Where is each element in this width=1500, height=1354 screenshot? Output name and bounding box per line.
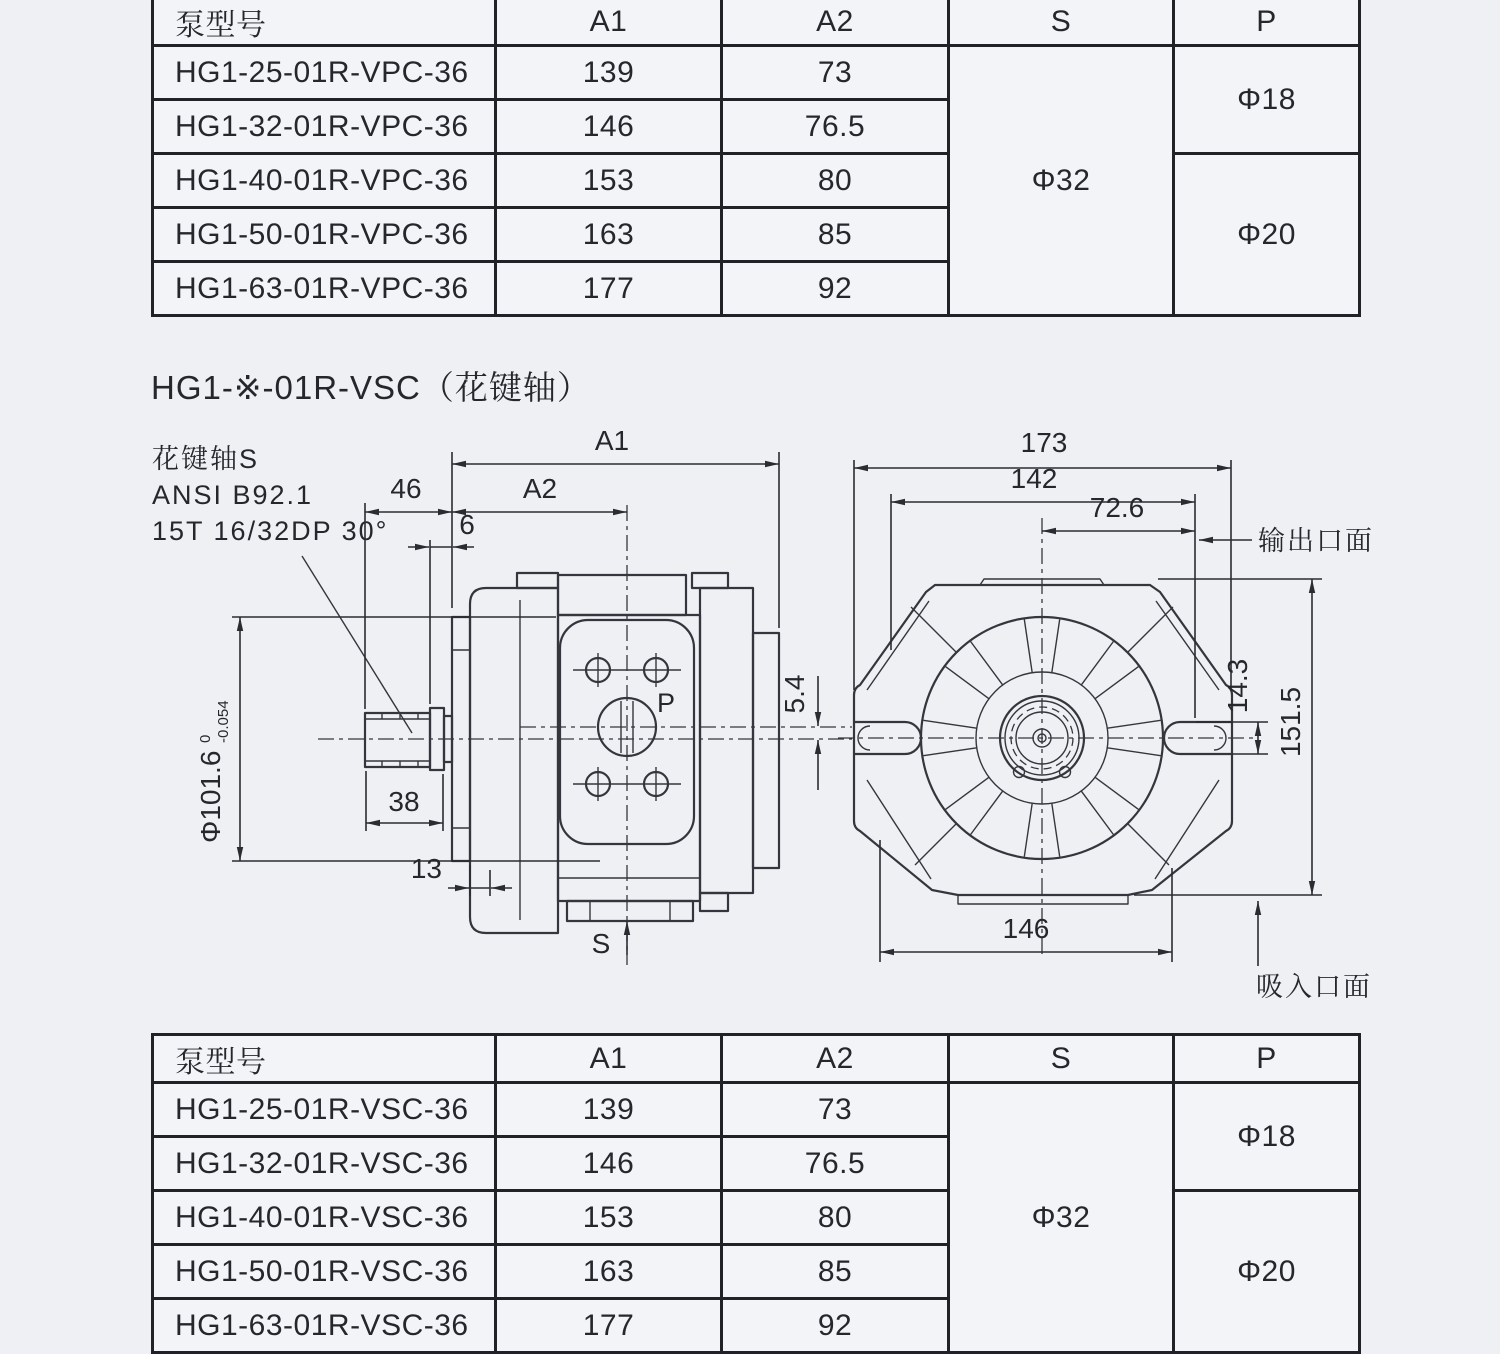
dim-142: 142 bbox=[1010, 463, 1058, 494]
dim-6: 6 bbox=[459, 509, 475, 540]
a1-cell: 146 bbox=[496, 1137, 722, 1191]
dim-13: 13 bbox=[410, 853, 442, 884]
p-cell: Φ20 bbox=[1174, 154, 1360, 316]
p-cell: Φ18 bbox=[1174, 46, 1360, 154]
a2-cell: 92 bbox=[722, 1299, 949, 1353]
column-header: A1 bbox=[496, 0, 722, 46]
vpc-dimension-table bbox=[151, 0, 1361, 317]
a2-cell: 73 bbox=[722, 1083, 949, 1137]
dim-14-3 bbox=[1222, 659, 1253, 714]
p-cell: Φ20 bbox=[1174, 1191, 1360, 1353]
svg-text:151.5: 151.5 bbox=[1275, 686, 1306, 758]
column-header: S bbox=[949, 1035, 1174, 1083]
column-header: S bbox=[949, 0, 1174, 46]
spline-note-line2: ANSI B92.1 bbox=[152, 480, 314, 510]
a1-cell: 139 bbox=[496, 46, 722, 100]
spline-note-line1: 花键轴S bbox=[152, 444, 260, 474]
column-header: P bbox=[1174, 0, 1360, 46]
vsc-dimension-table bbox=[151, 1033, 1361, 1354]
front-view bbox=[838, 427, 1374, 1002]
svg-text:Φ101.6: Φ101.6 bbox=[195, 750, 226, 843]
s-cell: Φ32 bbox=[949, 46, 1174, 316]
dim-146: 146 bbox=[1002, 913, 1050, 944]
p-port-label: P bbox=[657, 688, 678, 718]
model-cell: HG1-40-01R-VPC-36 bbox=[153, 154, 496, 208]
column-header: A2 bbox=[722, 0, 949, 46]
a1-cell: 153 bbox=[496, 154, 722, 208]
dim-46: 46 bbox=[390, 473, 422, 504]
a1-cell: 163 bbox=[496, 208, 722, 262]
s-cell: Φ32 bbox=[949, 1083, 1174, 1353]
a2-cell: 80 bbox=[722, 154, 949, 208]
model-cell: HG1-40-01R-VSC-36 bbox=[153, 1191, 496, 1245]
s-port-label: S bbox=[591, 928, 611, 959]
model-cell: HG1-63-01R-VPC-36 bbox=[153, 262, 496, 316]
svg-text:0: 0 bbox=[197, 734, 214, 743]
model-cell: HG1-63-01R-VSC-36 bbox=[153, 1299, 496, 1353]
a1-cell: 146 bbox=[496, 100, 722, 154]
column-header: A2 bbox=[722, 1035, 949, 1083]
a1-cell: 139 bbox=[496, 1083, 722, 1137]
dim-a1: A1 bbox=[594, 425, 630, 456]
model-cell: HG1-25-01R-VPC-36 bbox=[153, 46, 496, 100]
dim-a2: A2 bbox=[522, 473, 558, 504]
a2-cell: 85 bbox=[722, 208, 949, 262]
column-header: 泵型号 bbox=[153, 0, 496, 46]
dim-72-6: 72.6 bbox=[1089, 492, 1145, 523]
a2-cell: 73 bbox=[722, 46, 949, 100]
a2-cell: 92 bbox=[722, 262, 949, 316]
column-header: P bbox=[1174, 1035, 1360, 1083]
model-cell: HG1-50-01R-VSC-36 bbox=[153, 1245, 496, 1299]
a1-cell: 177 bbox=[496, 262, 722, 316]
outlet-face-label: 输出口面 bbox=[1258, 526, 1374, 556]
a2-cell: 85 bbox=[722, 1245, 949, 1299]
svg-text:5.4: 5.4 bbox=[779, 674, 810, 714]
model-cell: HG1-50-01R-VPC-36 bbox=[153, 208, 496, 262]
column-header: 泵型号 bbox=[153, 1035, 496, 1083]
dim-phi101 bbox=[195, 700, 232, 843]
a2-cell: 80 bbox=[722, 1191, 949, 1245]
model-cell: HG1-32-01R-VSC-36 bbox=[153, 1137, 496, 1191]
a2-cell: 76.5 bbox=[722, 1137, 949, 1191]
dim-38: 38 bbox=[388, 786, 420, 817]
svg-text:-0.054: -0.054 bbox=[215, 700, 232, 743]
dim-151-5 bbox=[1275, 687, 1306, 757]
pump-outline-drawing bbox=[0, 420, 1500, 1033]
a1-cell: 163 bbox=[496, 1245, 722, 1299]
model-cell: HG1-25-01R-VSC-36 bbox=[153, 1083, 496, 1137]
dim-173: 173 bbox=[1020, 427, 1068, 458]
inlet-face-label: 吸入口面 bbox=[1256, 972, 1372, 1002]
section-heading: HG1-※-01R-VSC（花键轴） bbox=[151, 369, 591, 406]
dim-5-4 bbox=[779, 675, 810, 714]
p-cell: Φ18 bbox=[1174, 1083, 1360, 1191]
spline-leader-line bbox=[302, 556, 412, 733]
a1-cell: 177 bbox=[496, 1299, 722, 1353]
a1-cell: 153 bbox=[496, 1191, 722, 1245]
a2-cell: 76.5 bbox=[722, 100, 949, 154]
column-header: A1 bbox=[496, 1035, 722, 1083]
spline-note-line3: 15T 16/32DP 30° bbox=[152, 516, 389, 546]
svg-text:14.3: 14.3 bbox=[1222, 658, 1253, 714]
model-cell: HG1-32-01R-VPC-36 bbox=[153, 100, 496, 154]
